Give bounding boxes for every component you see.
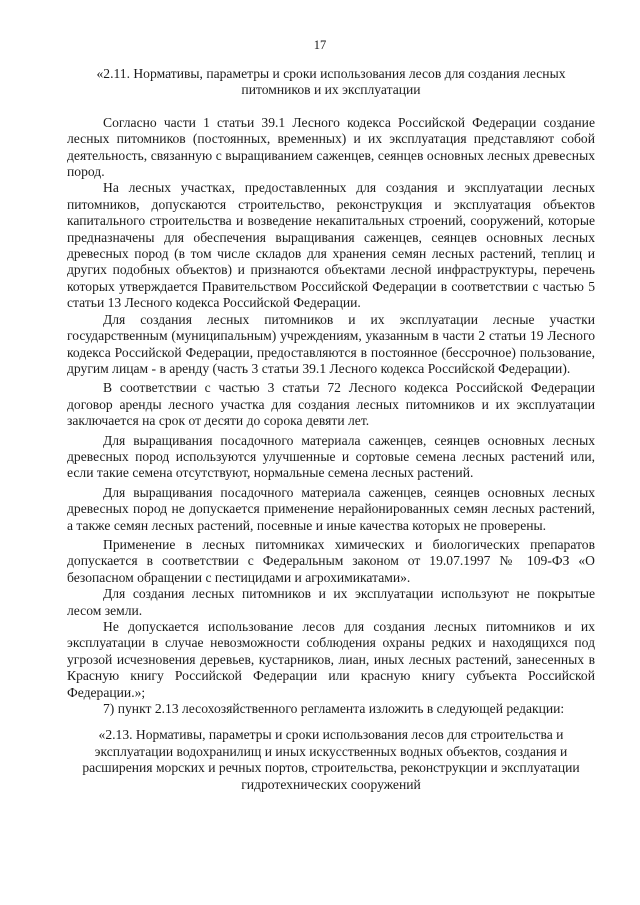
section-heading-2-13: «2.13. Нормативы, параметры и сроки использования лесов для строительства и эксплуатации водохранилищ и иных искусственных водных объектов, создания и расширения морских и речных портов, строительства, реконструкции и эксплуатации гидротехнических сооружений: [82, 727, 580, 792]
page-number: 17: [313, 38, 327, 52]
paragraph: Для выращивания посадочного материала саженцев, сеянцев основных лесных древесных пород не допускается применение нерайонированных семян лесных растений, а также семян лесных растений, посевные и иные качества которых не проверены.: [67, 484, 595, 533]
paragraph: Согласно части 1 статьи 39.1 Лесного кодекса Российской Федерации создание лесных питомников (постоянных, временных) и их эксплуатация представляют собой деятельность, связанную с выращиванием саженцев, сеянцев основных лесных древесных пород.: [67, 114, 595, 180]
amendment-item-7: 7) пункт 2.13 лесохозяйственного регламента изложить в следующей редакции:: [103, 701, 565, 717]
paragraph: На лесных участках, предоставленных для создания и эксплуатации лесных питомников, допускаются строительство, реконструкция и эксплуатация объектов капитального строительства и возведение некапитальных строений, сооружений, которые предназначены для обеспечения выращивания саженцев, сеянцев основных лесных древесных пород (в том числе складов для хранения семян лесных растений, теплиц и других подобных объектов) и признаются объектами лесной инфраструктуры, перечень которых утверждается Правительством Российской Федерации в соответствии с частью 5 статьи 13 Лесного кодекса Российской Федерации.: [67, 180, 595, 311]
paragraph: Применение в лесных питомниках химических и биологических препаратов допускается в соответствии с Федеральным законом от 19.07.1997 № 109-ФЗ «О безопасном обращении с пестицидами и агрохимикатами».: [67, 536, 595, 585]
paragraph: Для создания лесных питомников и их эксплуатации используют не покрытые лесом земли.: [67, 586, 595, 618]
document-body: [67, 66, 595, 793]
paragraph: Для выращивания посадочного материала саженцев, сеянцев основных лесных древесных пород используются улучшенные и сортовые семена лесных растений или, если такие семена отсутствуют, нормальные семена лесных растений.: [67, 432, 595, 481]
paragraph: Не допускается использование лесов для создания лесных питомников и их эксплуатации в случае невозможности соблюдения охраны редких и находящихся под угрозой исчезновения деревьев, кустарников, лиан, иных лесных растений, занесенных в Красную книгу Российской Федерации или красную книгу субъекта Российской Федерации.»;: [67, 619, 595, 700]
paragraph: Для создания лесных питомников и их эксплуатации лесные участки государственным (муниципальным) учреждениям, указанным в части 2 статьи 19 Лесного кодекса Российской Федерации, предоставляются в постоянное (бессрочное) пользование, другим лицам - в аренду (часть 3 статьи 39.1 Лесного кодекса Российской Федерации).: [67, 311, 595, 376]
paragraph: В соответствии с частью 3 статьи 72 Лесного кодекса Российской Федерации договор аренды лесного участка для создания лесных питомников и их эксплуатации заключается на срок от десяти до сорока девяти лет.: [67, 380, 595, 429]
section-heading-2-11: «2.11. Нормативы, параметры и сроки использования лесов для создания лесных питомников и их эксплуатации: [96, 66, 566, 98]
